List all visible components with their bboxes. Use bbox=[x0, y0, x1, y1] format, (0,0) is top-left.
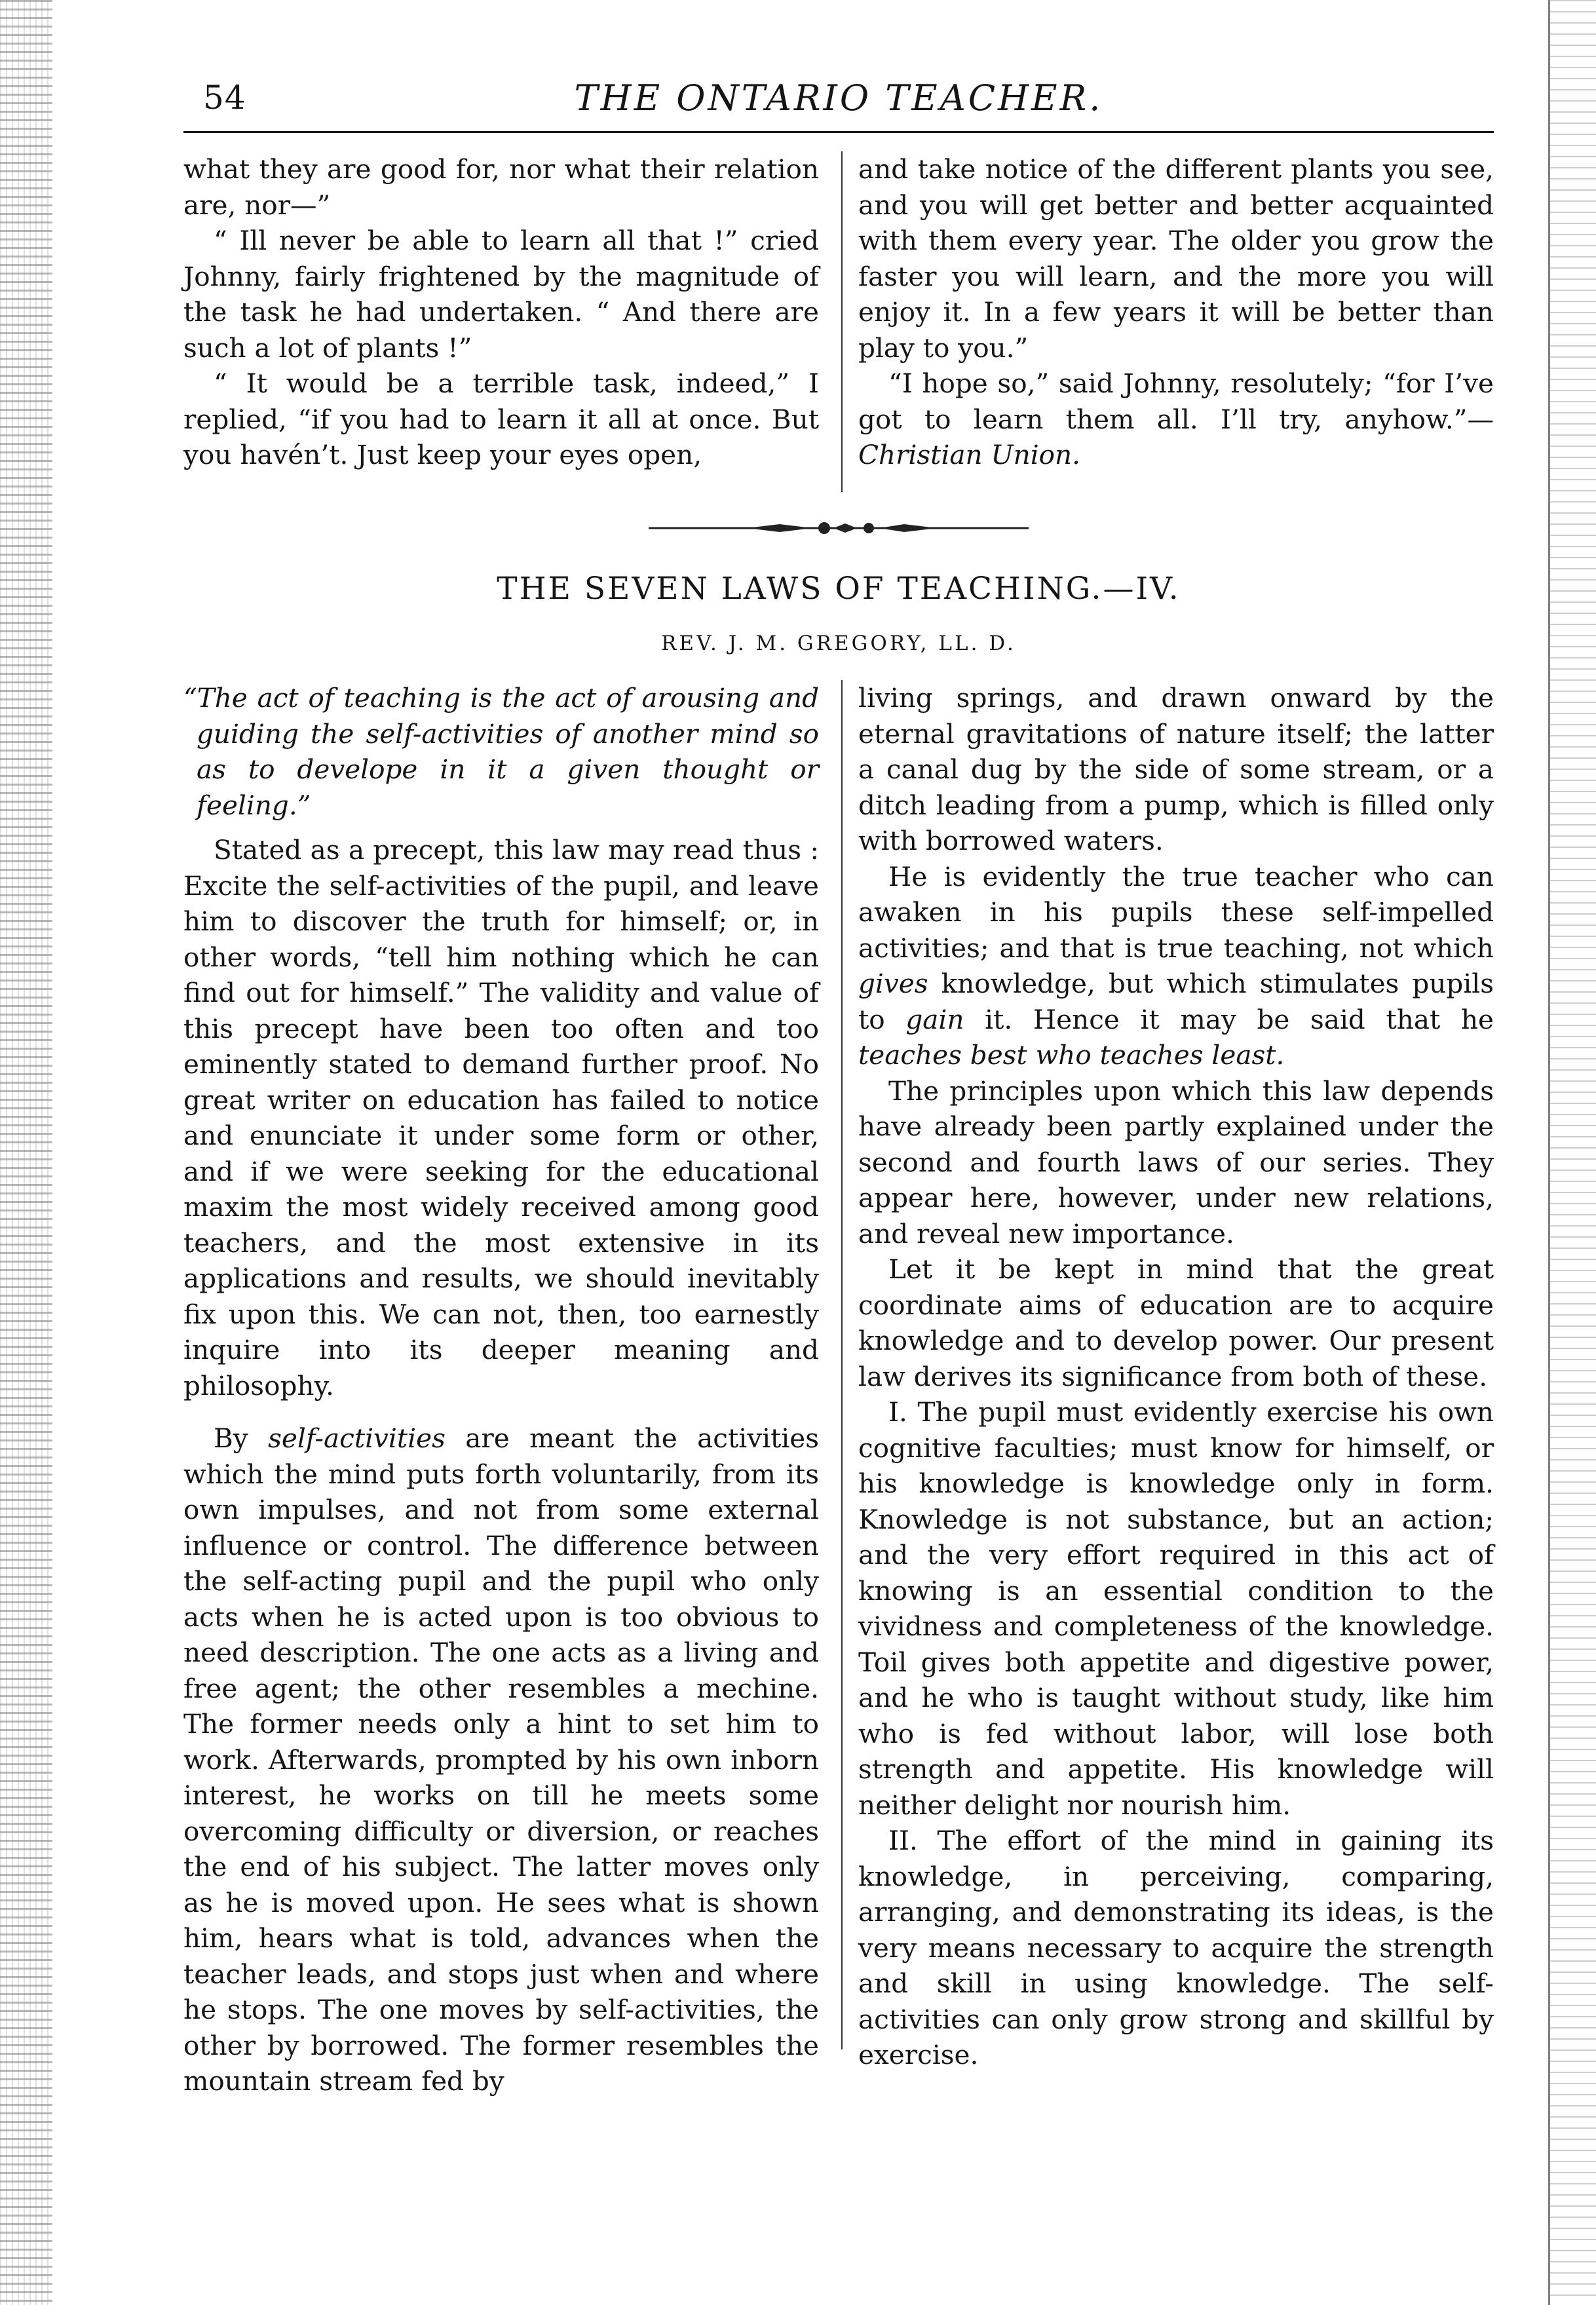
running-header bbox=[183, 72, 1494, 133]
paragraph-text: are meant the activities which the mind puts forth voluntarily, from its own impulses, and not from some external influence or control. The difference between the self-acting pupil and the pupil who only acts when he is acted upon is too obvious to need description. The one acts as a living and free agent; the other resembles a mechine. The former needs only a hint to set him to work. Afterwards, prompted by his own inborn interest, he works on till he meets some overcoming difficulty or diversion, or reaches the end of his subject. The latter moves only as he is moved upon. He sees what is shown him, hears what is told, advances when the teacher leads, and stops just when and where he stops. The one moves by self-activities, the other by borrowed. The former resembles the mountain stream fed by bbox=[183, 1422, 820, 2097]
article-title: THE SEVEN LAWS OF TEACHING.—IV. bbox=[497, 571, 1181, 607]
section-ornament bbox=[183, 512, 1494, 551]
paragraph: Stated as a precept, this law may read thus : Excite the self-activities of the pupil, and leave him to discover the truth for himself; or, in other words, “tell him nothing which he can find out for himself.” The validity and value of this precept have been too often and too eminently stated to demand further proof. No great writer on education has failed to notice and enunciate it under some form or other, and if we were seeking for the educational maxim the most widely received among good teachers, and the most extensive in its applications and results, we should inevitably fix upon this. We can not, then, too earnestly inquire into its deeper meaning and philosophy. bbox=[183, 834, 819, 1401]
paragraph-text: “I hope so,” said Johnny, resolutely; “for I’ve got to learn them all. I’ll try, anyhow.”— bbox=[858, 368, 1494, 435]
article-left-column bbox=[183, 680, 820, 2097]
ornament-rule-icon bbox=[649, 518, 1029, 538]
epigraph: “The act of teaching is the act of arousing and guiding the self-activities of another mind so as to develope in it a given thought or feeling.” bbox=[183, 682, 819, 821]
paragraph: what they are good for, nor what their relation are, nor—” bbox=[183, 153, 819, 221]
paragraph: and take notice of the different plants you see, and you will get better and better acquainted with them every year. The older you grow the faster you will learn, and the more you will enjoy it. In a few years it will be better than play to you.” bbox=[858, 153, 1494, 364]
journal-title: THE ONTARIO TEACHER. bbox=[574, 77, 1103, 119]
paragraph-text: By bbox=[214, 1422, 248, 1454]
previous-article-right-column bbox=[858, 151, 1494, 492]
previous-article-continuation bbox=[183, 151, 1494, 492]
paragraph: “ It would be a terrible task, indeed,” I replied, “if you had to learn it all at once. But you havén’t. Just keep your eyes open, bbox=[183, 368, 819, 470]
paragraph-text: knowledge, but which stimulates pupils to bbox=[858, 968, 1494, 1035]
paragraph: living springs, and drawn onward by the eternal gravitations of nature itself; the latter a canal dug by the side of some stream, or a ditch leading from a pump, which is filled only with borrowed waters. bbox=[858, 682, 1494, 856]
article-body bbox=[183, 680, 1494, 2097]
article-author: REV. J. M. GREGORY, LL. D. bbox=[661, 632, 1016, 655]
paragraph: “ Ill never be able to learn all that !” cried Johnny, fairly frightened by the magnitude of the task he had undertaken. “ And there are such a lot of plants !” bbox=[183, 225, 819, 364]
emphasis-motto: teaches best who teaches least. bbox=[858, 1039, 1285, 1071]
previous-article-left-column bbox=[183, 151, 819, 492]
page-number: 54 bbox=[203, 79, 246, 117]
paragraph: I. The pupil must evidently exercise his own cognitive faculties; must know for himself, or his knowledge is knowledge only in form. Knowledge is not substance, but an action; and the very effort required in this act of knowing is an essential condition to the vividness and completeness of the knowledge. Toil gives both appetite and digestive power, and he who is taught without study, like him who is fed without labor, will lose both strength and appetite. His knowledge will neither delight nor nourish him. bbox=[858, 1396, 1494, 1821]
column-rule bbox=[841, 151, 843, 492]
article-right-column bbox=[858, 680, 1494, 2070]
paragraph: The principles upon which this law depends have already been partly explained under the second and fourth laws of our series. They appear here, however, under new relations, and reveal new importance. bbox=[858, 1075, 1494, 1249]
paragraph bbox=[858, 366, 1494, 473]
scanned-page-edge-left bbox=[0, 0, 52, 2305]
source-attribution: Christian Union. bbox=[858, 439, 1081, 470]
paragraph bbox=[183, 1420, 819, 2099]
paragraph-text: He is evidently the true teacher who can awaken in his pupils these self-impelled activities; and that is true teaching, not which bbox=[858, 860, 1494, 964]
emphasis-term: self-activities bbox=[268, 1422, 446, 1454]
journal-page bbox=[183, 72, 1494, 2097]
paragraph bbox=[858, 859, 1494, 1073]
paragraph-text: it. Hence it may be said that he bbox=[985, 1003, 1494, 1035]
paragraph: Let it be kept in mind that the great coordinate aims of education are to acquire knowledge and to develop power. Our present law derives its significance from both of these. bbox=[858, 1253, 1494, 1392]
column-rule bbox=[841, 680, 843, 2049]
emphasis-term: gives bbox=[858, 968, 928, 999]
paragraph: II. The effort of the mind in gaining its knowledge, in perceiving, comparing, arranging, and demonstrating its ideas, is the very means necessary to acquire the strength and skill in using knowledge. The self-activities can only grow strong and skillful by exercise. bbox=[858, 1825, 1494, 2070]
emphasis-term: gain bbox=[905, 1003, 964, 1035]
scanned-page-edge-right bbox=[1548, 0, 1596, 2305]
